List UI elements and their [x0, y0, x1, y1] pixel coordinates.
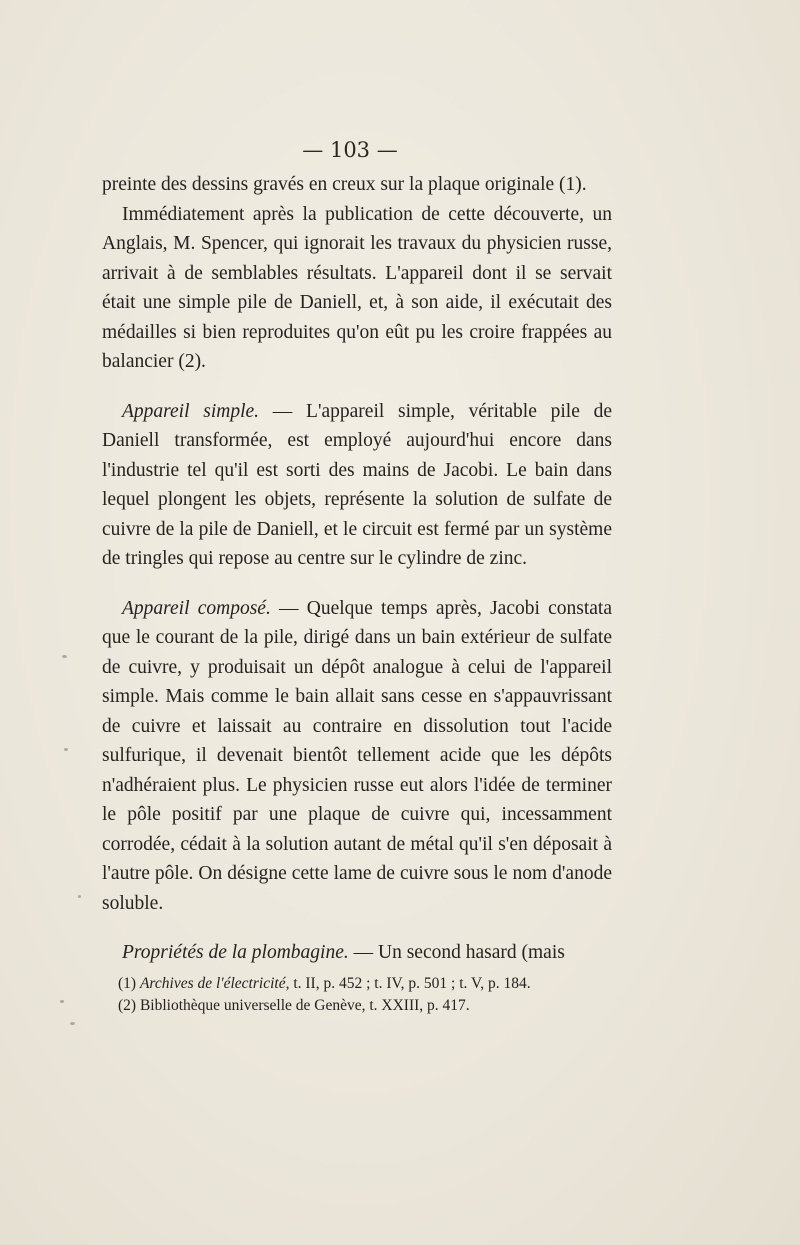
footnotes	[118, 973, 618, 1017]
section-heading: Appareil composé.	[122, 597, 271, 619]
footnote-text: t. II, p. 452 ; t. IV, p. 501 ; t. V, p. 184.	[289, 975, 531, 992]
body-text	[102, 170, 612, 968]
paragraph-continuation	[102, 170, 612, 200]
paragraph-text: preinte des dessins gravés en creux sur la plaque originale (1).	[102, 174, 587, 195]
footnote-title: Archives de l'électricité,	[139, 975, 290, 992]
paper-speck	[60, 1000, 64, 1003]
paragraph-text: — Quelque temps après, Jacobi constata que le courant de la pile, dirigé dans un bain extérieur de sulfate de cuivre, y produisait un dépôt analogue à celui de l'appareil simple. Mais comme le bain allait sans cesse en s'appauvrissant de cuivre et laissait au contraire en dissolution tout l'acide sulfurique, il devenait bientôt tellement acide que les dépôts n'adhéraient plus. Le physicien russe eut alors l'idée de terminer le pôle positif par une plaque de cuivre qui, incessamment corrodée, cédait à la solution autant de métal qu'il s'en déposait à l'autre pôle. On désigne cette lame de cuivre sous le nom d'anode soluble.	[102, 597, 612, 914]
paper-speck	[78, 895, 81, 898]
footnote-marker: (2)	[118, 997, 137, 1014]
section-plombagine	[102, 938, 612, 968]
page-number: — 103 —	[302, 138, 398, 162]
paragraph-text: — Un second hasard (mais	[348, 942, 565, 963]
footnote-2	[118, 995, 618, 1017]
section-heading: Appareil simple.	[122, 400, 260, 422]
paper-speck	[70, 1022, 75, 1025]
footnote-text: Bibliothèque universelle de Genève, t. XXIII, p. 417.	[136, 997, 470, 1014]
paragraph-text: — L'appareil simple, véritable pile de Daniell transformée, est employé aujourd'hui encore dans l'industrie tel qu'il est sorti des mains de Jacobi. Le bain dans lequel plongent les objets, représente la solution de sulfate de cuivre de la pile de Daniell, et le circuit est fermé par un système de tringles qui repose au centre sur le cylindre de zinc.	[102, 400, 612, 569]
section-heading: Propriétés de la plombagine.	[122, 942, 349, 963]
paper-speck	[64, 748, 68, 751]
footnote-1	[118, 973, 618, 995]
section-appareil-simple	[102, 397, 612, 574]
footnote-marker: (1)	[118, 975, 137, 992]
section-appareil-compose	[102, 594, 612, 919]
paper-speck	[62, 655, 67, 658]
paragraph-text: Immédiatement après la publication de cette découverte, un Anglais, M. Spencer, qui ignorait les travaux du physicien russe, arrivait à de semblables résultats. L'appareil dont il se servait était une simple pile de Daniell, et, à son aide, il exécutait des médailles si bien reproduites qu'on eût pu les croire frappées au balancier (2).	[102, 203, 612, 372]
paragraph-spencer	[102, 200, 612, 377]
